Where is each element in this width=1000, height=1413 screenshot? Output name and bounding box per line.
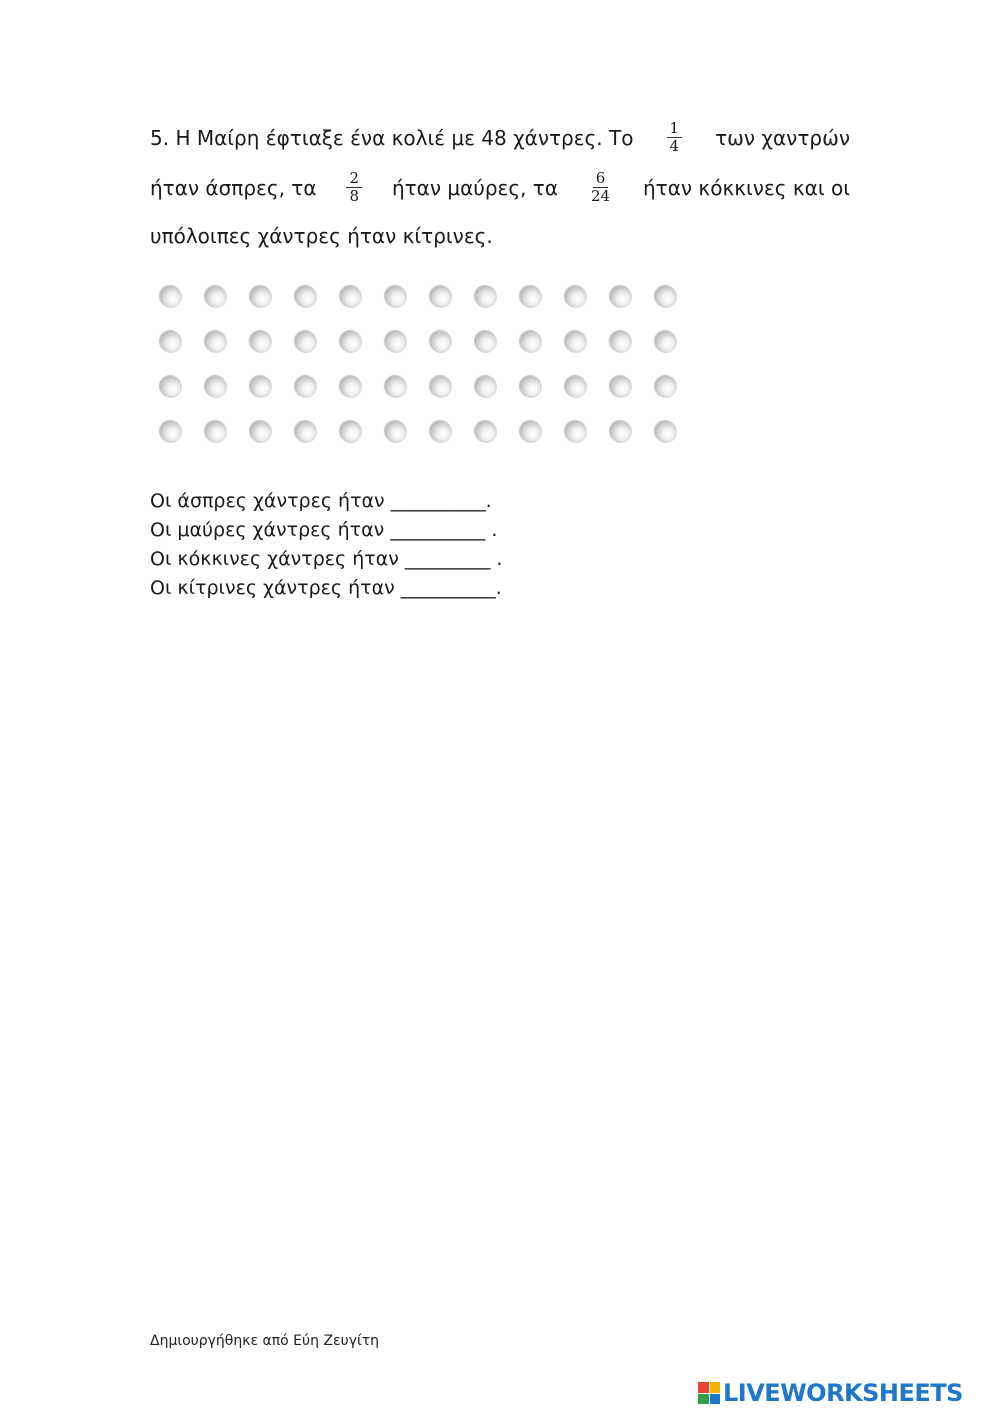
fraction-numerator: 1 <box>667 120 683 138</box>
bead <box>520 286 542 308</box>
bead <box>385 421 407 443</box>
bead <box>205 286 227 308</box>
bead <box>430 421 452 443</box>
bead <box>160 421 182 443</box>
problem-line1-end: των χαντρών <box>715 125 850 150</box>
answer-yellow-beads[interactable]: Οι κίτρινες χάντρες ήταν __________. <box>150 577 502 599</box>
bead <box>205 421 227 443</box>
bead <box>475 421 497 443</box>
problem-line-3: υπόλοιπες χάντρες ήταν κίτρινες. <box>150 224 493 248</box>
bead <box>160 331 182 353</box>
bead <box>430 376 452 398</box>
answer-red-beads[interactable]: Οι κόκκινες χάντρες ήταν _________ . <box>150 548 503 570</box>
bead <box>295 376 317 398</box>
bead <box>295 286 317 308</box>
bead <box>475 331 497 353</box>
fraction-denominator: 24 <box>590 187 611 205</box>
bead <box>295 421 317 443</box>
bead <box>610 376 632 398</box>
liveworksheets-wordmark: LIVEWORKSHEETS <box>723 1379 963 1407</box>
bead <box>565 421 587 443</box>
bead <box>250 286 272 308</box>
bead <box>655 331 677 353</box>
bead <box>340 421 362 443</box>
fraction-numerator: 6 <box>593 170 609 188</box>
liveworksheets-logo-icon <box>698 1382 720 1404</box>
bead <box>430 331 452 353</box>
fraction-two-eighths <box>346 170 362 205</box>
bead <box>565 376 587 398</box>
answer-list <box>150 487 502 603</box>
logo-square <box>710 1382 721 1393</box>
problem-line2-c: ήταν κόκκινες και οι <box>643 175 850 200</box>
bead <box>385 331 407 353</box>
bead <box>520 376 542 398</box>
bead <box>340 331 362 353</box>
bead <box>250 331 272 353</box>
logo-square <box>698 1382 709 1393</box>
fraction-six-twentyfourths <box>588 170 613 205</box>
bead <box>610 421 632 443</box>
bead <box>520 331 542 353</box>
bead-grid <box>160 286 700 466</box>
liveworksheets-brand[interactable] <box>698 1378 963 1408</box>
answer-black-beads[interactable]: Οι μαύρες χάντρες ήταν __________ . <box>150 519 498 541</box>
bead <box>205 376 227 398</box>
bead <box>295 331 317 353</box>
problem-line1-start: 5. Η Μαίρη έφτιαξε ένα κολιέ με 48 χάντρες. Το <box>150 125 634 150</box>
bead <box>160 286 182 308</box>
bead <box>340 376 362 398</box>
bead <box>565 331 587 353</box>
problem-line2-a: ήταν άσπρες, τα <box>150 175 317 200</box>
bead <box>205 331 227 353</box>
bead <box>610 331 632 353</box>
problem-line2-b: ήταν μαύρες, τα <box>391 175 559 200</box>
bead <box>565 286 587 308</box>
author-credit: Δημιουργήθηκε από Εύη Ζευγίτη <box>150 1333 380 1349</box>
fraction-denominator: 8 <box>349 187 359 205</box>
bead <box>475 376 497 398</box>
bead <box>250 376 272 398</box>
fraction-denominator: 4 <box>669 137 680 155</box>
bead <box>250 421 272 443</box>
bead <box>385 376 407 398</box>
fraction-numerator: 2 <box>346 170 362 188</box>
bead <box>160 376 182 398</box>
logo-square <box>698 1394 709 1405</box>
problem-line-1 <box>150 120 850 155</box>
bead <box>655 421 677 443</box>
bead <box>655 376 677 398</box>
bead <box>610 286 632 308</box>
answer-white-beads[interactable]: Οι άσπρες χάντρες ήταν __________. <box>150 490 492 512</box>
fraction-one-quarter <box>667 120 683 155</box>
bead <box>475 286 497 308</box>
bead <box>655 286 677 308</box>
bead <box>340 286 362 308</box>
bead <box>385 286 407 308</box>
problem-line-2 <box>150 170 850 205</box>
bead <box>520 421 542 443</box>
bead <box>430 286 452 308</box>
logo-square <box>710 1394 721 1405</box>
